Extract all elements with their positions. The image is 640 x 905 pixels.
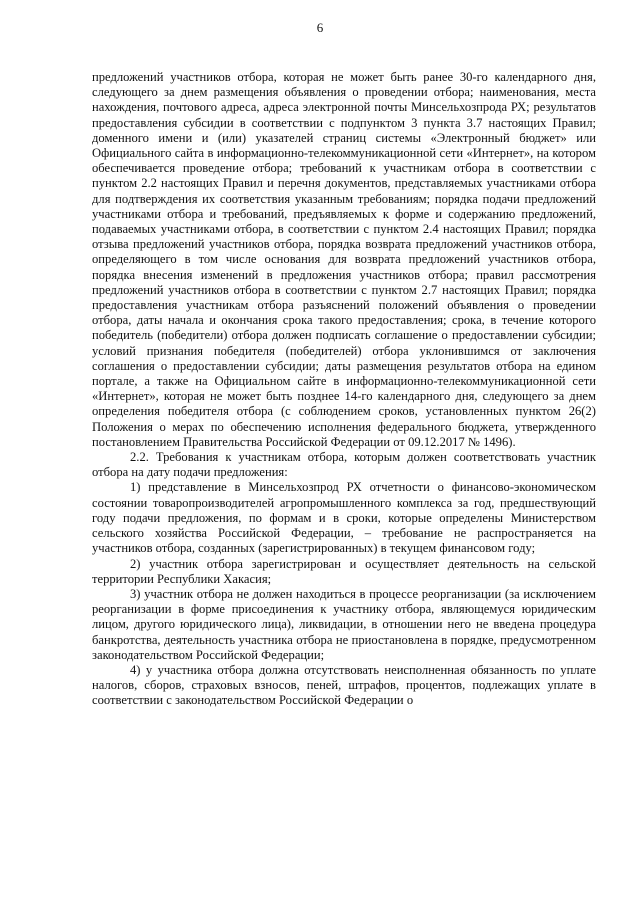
paragraph: 2) участник отбора зарегистрирован и осуществляет деятельность на сельской территории Республики Хакасия; bbox=[92, 556, 596, 586]
paragraph: 1) представление в Минсельхозпрод РХ отчетности о финансово-экономическом состоянии товаропроизводителей агропромышленного комплекса за год, предшествующий году подачи предложения, по формам и в сроки, которые определены Министерством сельского хозяйства Российской Федерации, – требование не распространяется на участников отбора, созданных (зарегистрированных) в текущем финансовом году; bbox=[92, 480, 596, 556]
document-body bbox=[92, 70, 596, 709]
page-number: 6 bbox=[316, 20, 324, 35]
paragraph: 3) участник отбора не должен находиться в процессе реорганизации (за исключением реорганизации в форме присоединения к участнику отбора, являющемуся юридическим лицом, другого юридического лица), ликвидации, в отношении него не введена процедура банкротства, деятельность участника отбора не приостановлена в порядке, предусмотренном законодательством Российской Федерации; bbox=[92, 586, 596, 662]
paragraph: 2.2. Требования к участникам отбора, которым должен соответствовать участник отбора на дату подачи предложения: bbox=[92, 450, 596, 480]
paragraph: 4) у участника отбора должна отсутствовать неисполненная обязанность по уплате налогов, сборов, страховых взносов, пеней, штрафов, процентов, подлежащих уплате в соответствии с законодательством Российской Федерации о bbox=[92, 662, 596, 708]
paragraph: предложений участников отбора, которая не может быть ранее 30-го календарного дня, следующего за днем размещения объявления о проведении отбора; наименования, места нахождения, почтового адреса, адреса электронной почты Минсельхозпрода РХ; результатов предоставления субсидии в соответствии с подпунктом 3 пункта 3.7 настоящих Правил; доменного имени и (или) указателей страниц системы «Электронный бюджет» или Официального сайта в информационно-телекоммуникационной сети «Интернет», на котором обеспечивается проведение отбора; требований к участникам отбора в соответствии с пунктом 2.2 настоящих Правил и перечня документов, представляемых участниками отбора для подтверждения их соответствия указанным требованиям; порядка подачи предложений участниками отбора и требований, предъявляемых к форме и содержанию предложений, подаваемых участниками отбора, в соответствии с пунктом 2.4 настоящих Правил; порядка отзыва предложений участников отбора, порядка возврата предложений участников отбора, определяющего в том числе основания для возврата предложений участников отбора, порядка внесения изменений в предложения участников отбора; правил рассмотрения предложений участников отбора в соответствии с пунктом 2.7 настоящих Правил; порядка предоставления участникам отбора разъяснений положений объявления о проведении отбора, даты начала и окончания срока такого предоставления; срока, в течение которого победитель (победители) отбора должен подписать соглашение о предоставлении субсидии; условий признания победителя (победителей) отбора уклонившимся от заключения соглашения о предоставлении субсидии; даты размещения результатов отбора на едином портале, а также на Официальном сайте в информационно-телекоммуникационной сети «Интернет», которая не может быть позднее 14-го календарного дня, следующего за днем определения победителя отбора (с соблюдением сроков, установленных пунктом 26(2) Положения о мерах по обеспечению исполнения федерального бюджета, утвержденного постановлением Правительства Российской Федерации от 09.12.2017 № 1496). bbox=[92, 70, 596, 449]
